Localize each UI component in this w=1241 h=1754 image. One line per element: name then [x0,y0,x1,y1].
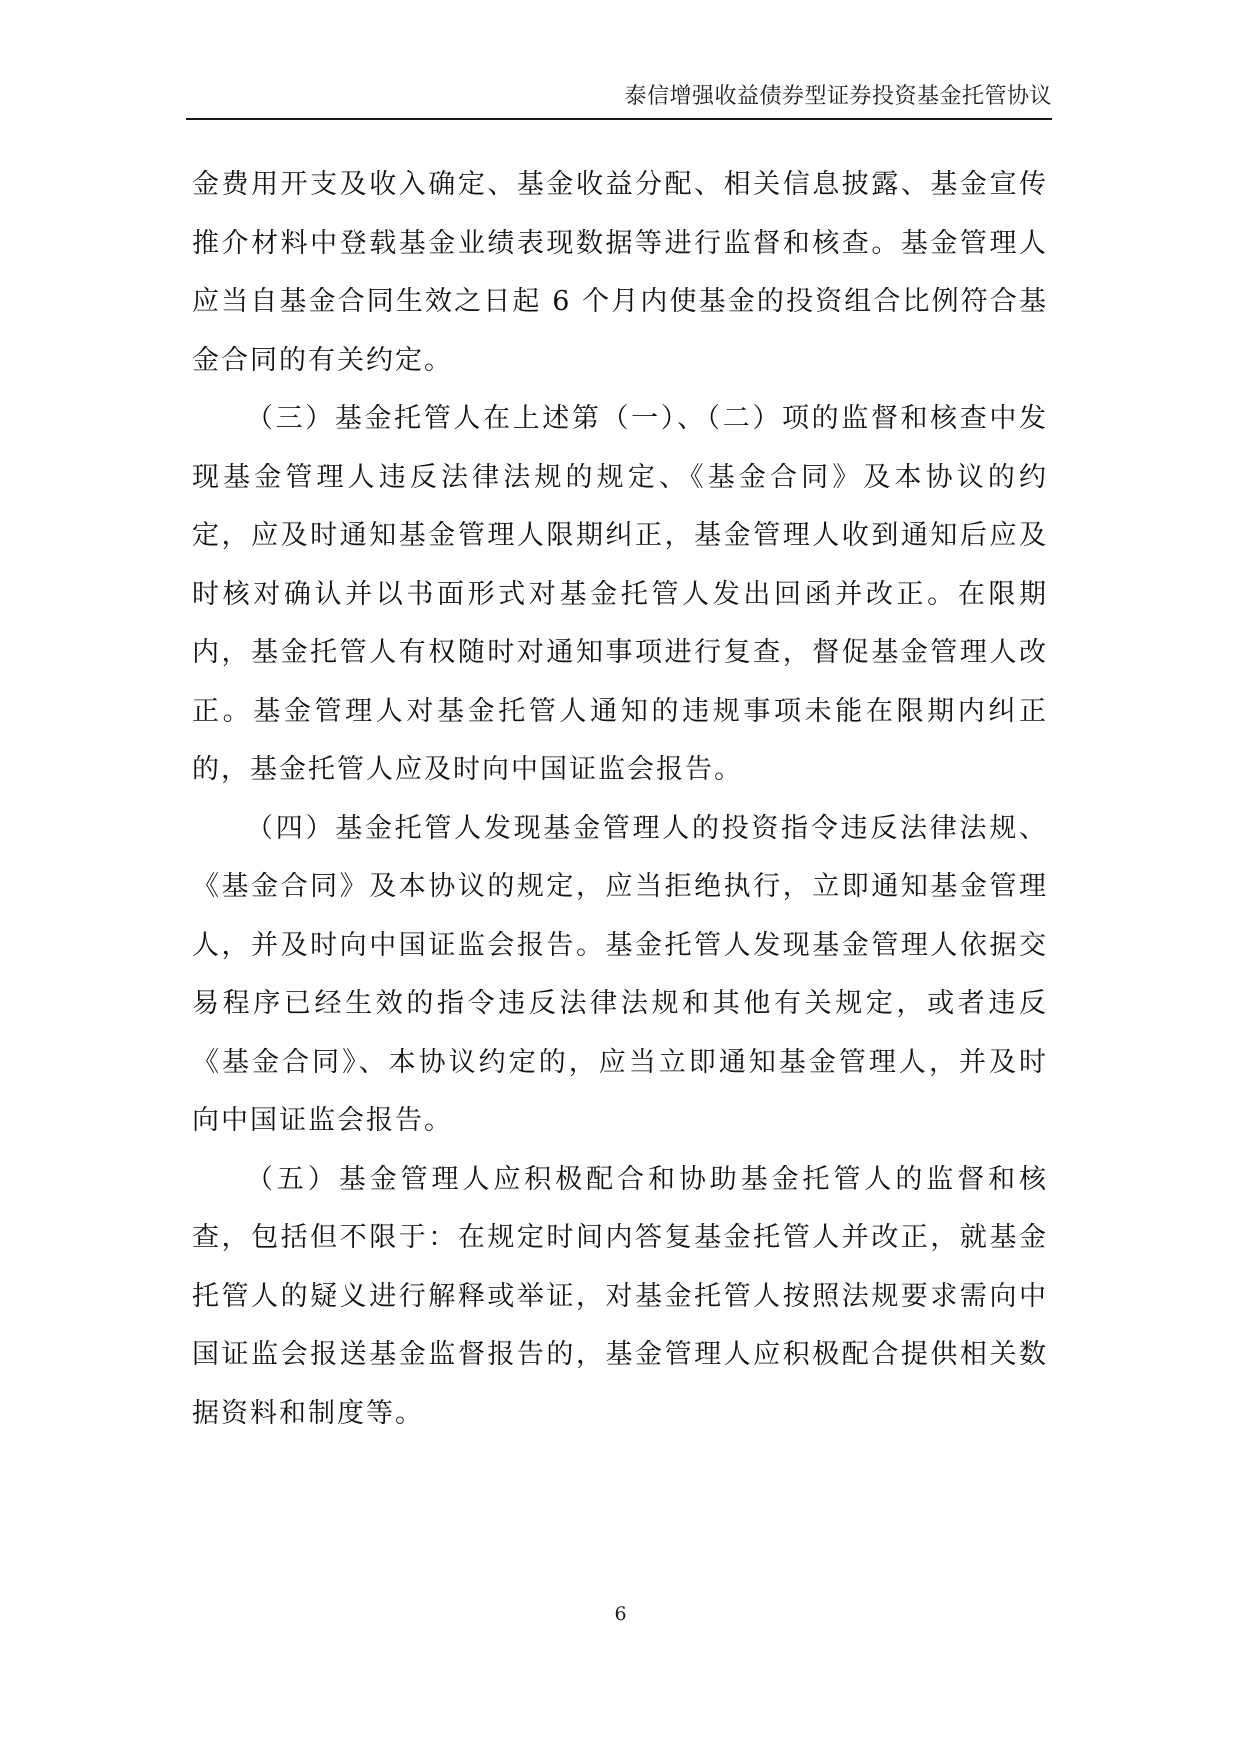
paragraph-continued: 金费用开支及收入确定、基金收益分配、相关信息披露、基金宣传推介材料中登载基金业绩表现数据等进行监督和核查。基金管理人应当自基金合同生效之日起 6 个月内使基金的投资组合比例符合基金合同的有关约定。 [192,169,1048,376]
paragraph-section-5: （五）基金管理人应积极配合和协助基金托管人的监督和核查，包括但不限于：在规定时间内答复基金托管人并改正，就基金托管人的疑义进行解释或举证，对基金托管人按照法规要求需向中国证监会报送基金监督报告的，基金管理人应积极配合提供相关数据资料和制度等。 [192,1163,1048,1429]
paragraph-section-4: （四）基金托管人发现基金管理人的投资指令违反法律法规、《基金合同》及本协议的规定，应当拒绝执行，立即通知基金管理人，并及时向中国证监会报告。基金托管人发现基金管理人依据交易程序已经生效的指令违反法律法规和其他有关规定，或者违反《基金合同》、本协议约定的，应当立即通知基金管理人，并及时向中国证监会报告。 [192,812,1048,1136]
paragraph-section-3: （三）基金托管人在上述第（一）、（二）项的监督和核查中发现基金管理人违反法律法规的规定、《基金合同》及本协议的约定，应及时通知基金管理人限期纠正，基金管理人收到通知后应及时核对确认并以书面形式对基金托管人发出回函并改正。在限期内，基金托管人有权随时对通知事项进行复查，督促基金管理人改正。基金管理人对基金托管人通知的违规事项未能在限期内纠正的，基金托管人应及时向中国证监会报告。 [192,403,1048,785]
page-header [186,82,1052,118]
header-divider [186,118,1052,120]
document-title: 泰信增强收益债券型证券投资基金托管协议 [624,84,1052,109]
document-body [192,156,1048,1443]
page-number: 6 [614,1603,627,1625]
